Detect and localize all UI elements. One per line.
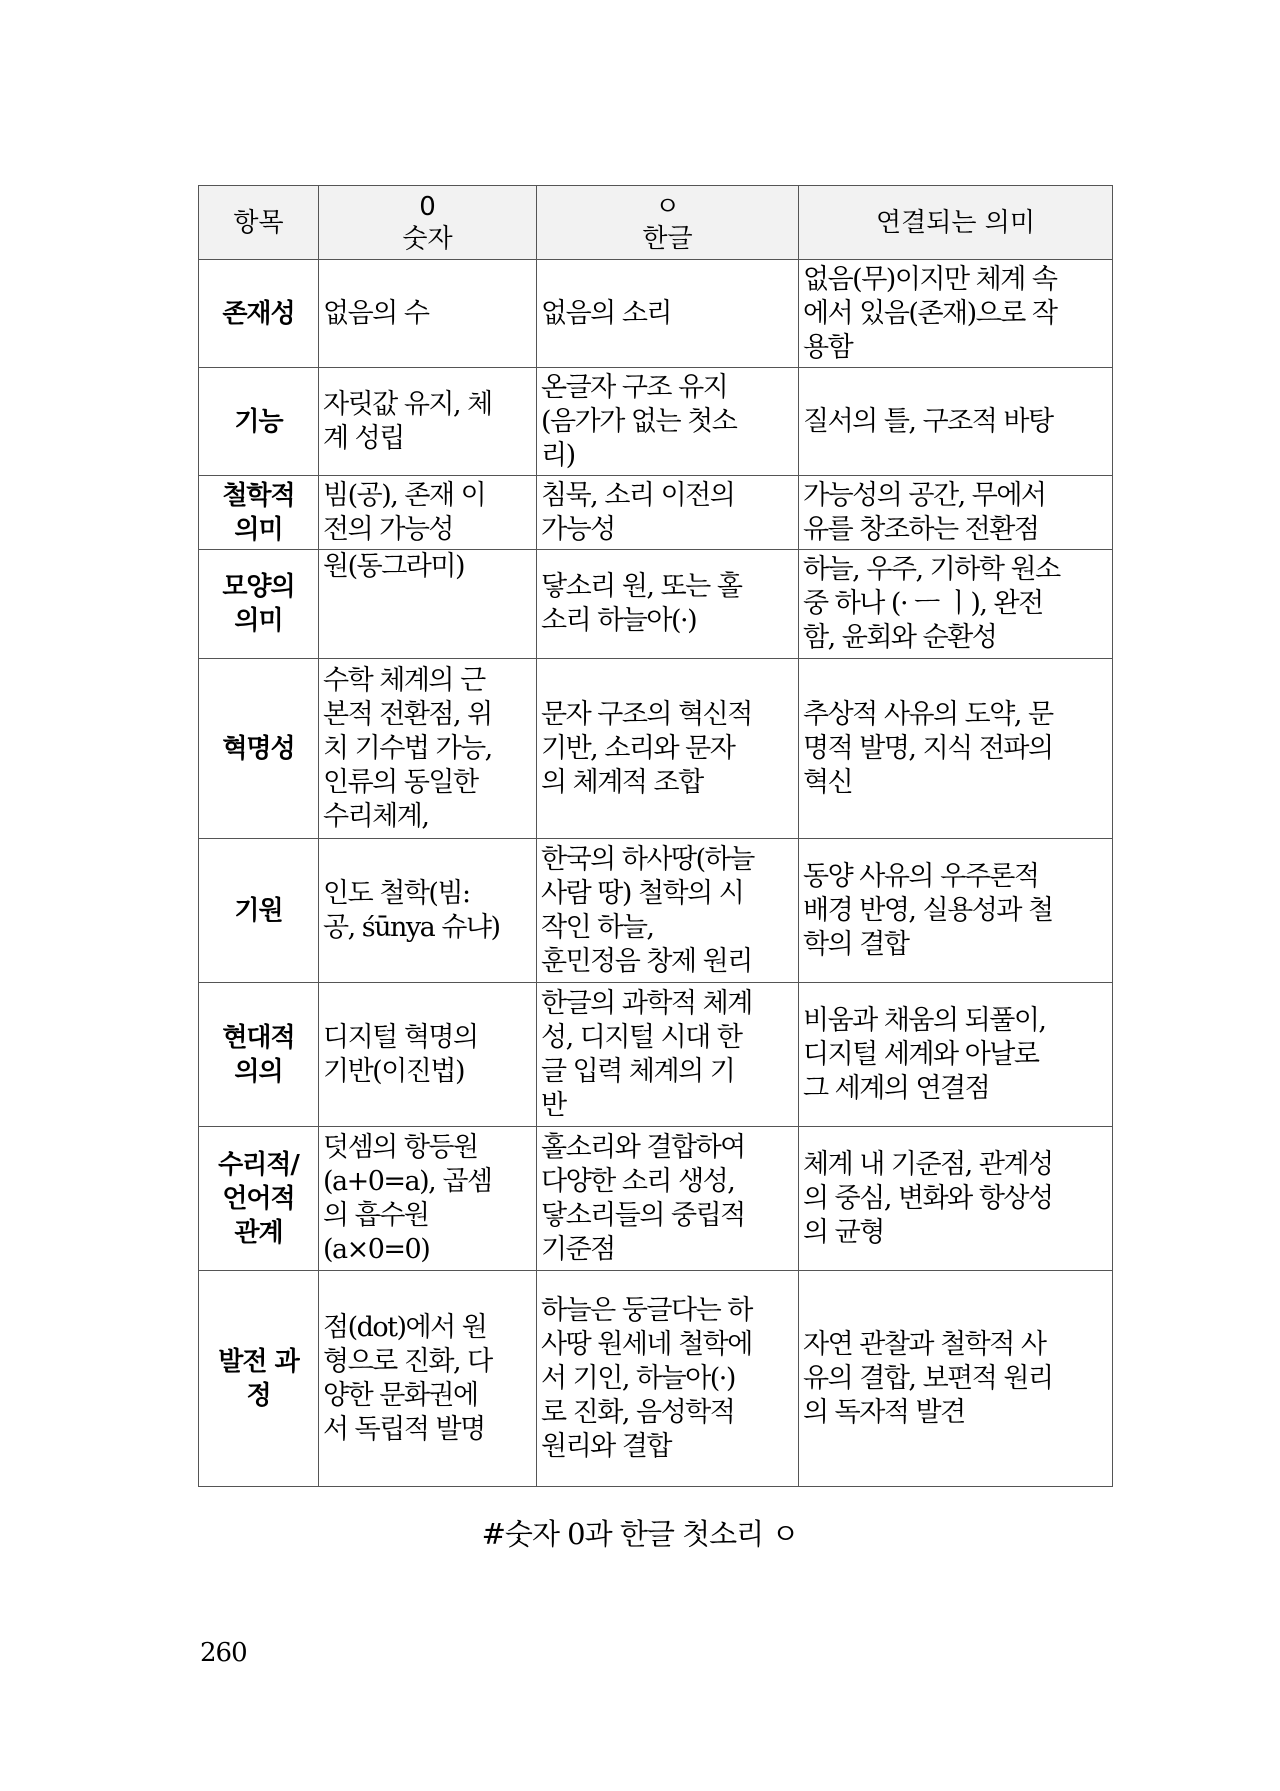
cell-text-line: 현대적 xyxy=(222,1022,295,1053)
table-row xyxy=(199,368,1113,476)
cell-text-line: 양한 문화권에 xyxy=(323,1379,478,1411)
cell-text-line: 발전 과 xyxy=(218,1346,299,1377)
cell-text-line: 의미 xyxy=(234,606,283,636)
header-hangul-ieung xyxy=(537,186,799,260)
cell-text-line: 존재성 xyxy=(222,298,295,329)
cell-text-line: 없음의 수 xyxy=(323,297,429,329)
cell-text-line: 계 성립 xyxy=(323,422,404,454)
cell-text-line: 가능성의 공간, 무에서 xyxy=(803,479,1046,511)
cell-text-line: 한글의 과학적 체계 xyxy=(541,987,752,1019)
cell-text-line: 덧셈의 항등원 xyxy=(323,1131,478,1163)
cell-text-line: 의미 xyxy=(234,514,283,545)
cell-text-line: 언어적 xyxy=(222,1183,295,1214)
cell-text-line: 기능 xyxy=(234,406,283,437)
header-item xyxy=(199,186,319,260)
cell-number-zero xyxy=(319,839,537,983)
cell-text-line: 침묵, 소리 이전의 xyxy=(541,479,735,511)
table-row xyxy=(199,260,1113,368)
cell-text-line: 사땅 원세네 철학에 xyxy=(541,1328,752,1360)
row-label-cell xyxy=(199,1271,319,1487)
cell-hangul-ieung xyxy=(537,1127,799,1271)
cell-text-line: 추상적 사유의 도약, 문 xyxy=(803,698,1053,730)
cell-text-line: 원(동그라미) xyxy=(323,551,464,582)
cell-text-line: 인도 철학(빔: xyxy=(323,877,470,909)
cell-text-line: 수학 체계의 근 xyxy=(323,664,485,696)
cell-hangul-ieung xyxy=(537,476,799,550)
cell-text-line: 다양한 소리 생성, xyxy=(541,1165,735,1197)
cell-text-line: 학의 결합 xyxy=(803,928,909,960)
cell-number-zero xyxy=(319,1127,537,1271)
cell-text-line: 의의 xyxy=(234,1056,283,1087)
cell-text-line: 작인 하늘, xyxy=(541,911,654,943)
cell-text-line: 수리적/ xyxy=(218,1149,299,1180)
header-text: 연결되는 의미 xyxy=(876,207,1035,238)
cell-text-line: 점(dot)에서 원 xyxy=(323,1311,487,1343)
cell-text-line: 기반(이진법) xyxy=(323,1055,464,1087)
cell-hangul-ieung xyxy=(537,368,799,476)
cell-connected-meaning xyxy=(799,368,1113,476)
table-header-row xyxy=(199,186,1113,260)
cell-text-line: 배경 반영, 실용성과 철 xyxy=(803,894,1053,926)
cell-text-line: 질서의 틀, 구조적 바탕 xyxy=(803,405,1053,437)
cell-hangul-ieung xyxy=(537,659,799,839)
cell-connected-meaning xyxy=(799,260,1113,368)
cell-text-line: 기준점 xyxy=(541,1233,615,1265)
cell-text-line: 디지털 세계와 아날로 xyxy=(803,1038,1039,1070)
header-number-zero xyxy=(319,186,537,260)
cell-text-line: 의 독자적 발견 xyxy=(803,1396,965,1428)
cell-text-line: 가능성 xyxy=(541,513,615,545)
row-label-cell xyxy=(199,368,319,476)
cell-connected-meaning xyxy=(799,839,1113,983)
row-label-cell xyxy=(199,839,319,983)
table-row xyxy=(199,476,1113,550)
cell-connected-meaning xyxy=(799,659,1113,839)
cell-text-line: 리) xyxy=(541,439,575,471)
cell-text-line: 기반, 소리와 문자 xyxy=(541,732,735,764)
cell-number-zero xyxy=(319,983,537,1127)
cell-text-line: 하늘, 우주, 기하학 원소 xyxy=(803,554,1060,585)
header-connected-meaning xyxy=(799,186,1113,260)
cell-hangul-ieung xyxy=(537,260,799,368)
cell-text-line: 사람 땅) 철학의 시 xyxy=(541,877,744,909)
cell-text-line: 인류의 동일한 xyxy=(323,766,478,798)
cell-text-line: 빔(공), 존재 이 xyxy=(323,479,486,511)
cell-text-line: 의 중심, 변화와 항상성 xyxy=(803,1182,1053,1214)
cell-text-line: 치 기수법 가능, xyxy=(323,732,492,764)
table-row xyxy=(199,659,1113,839)
cell-hangul-ieung xyxy=(537,550,799,659)
cell-text-line: 훈민정음 창제 원리 xyxy=(541,945,752,977)
cell-text-line: 자릿값 유지, 체 xyxy=(323,388,492,420)
comparison-table xyxy=(198,185,1113,1487)
cell-text-line: 성, 디지털 시대 한 xyxy=(541,1021,742,1053)
cell-connected-meaning xyxy=(799,476,1113,550)
cell-number-zero xyxy=(319,368,537,476)
cell-text-line: 하늘은 둥글다는 하 xyxy=(541,1294,752,1326)
cell-hangul-ieung xyxy=(537,983,799,1127)
cell-text-line: 문자 구조의 혁신적 xyxy=(541,698,752,730)
cell-number-zero xyxy=(319,550,537,659)
header-symbol: ㅇ xyxy=(654,191,681,222)
cell-text-line: (a×0=0) xyxy=(323,1233,430,1265)
cell-text-line: 서 독립적 발명 xyxy=(323,1413,485,1445)
row-label-cell xyxy=(199,659,319,839)
cell-text-line: 그 세계의 연결점 xyxy=(803,1072,990,1104)
table-row xyxy=(199,839,1113,983)
cell-connected-meaning xyxy=(799,1127,1113,1271)
row-label-cell xyxy=(199,476,319,550)
cell-text-line: 모양의 xyxy=(222,572,295,602)
cell-number-zero xyxy=(319,659,537,839)
cell-text-line: 반 xyxy=(541,1089,566,1121)
header-symbol: 0 xyxy=(419,191,436,222)
page-number: 260 xyxy=(200,1638,247,1668)
cell-number-zero xyxy=(319,476,537,550)
cell-text-line: 명적 발명, 지식 전파의 xyxy=(803,732,1053,764)
cell-text-line: 디지털 혁명의 xyxy=(323,1021,478,1053)
cell-text-line: 함, 윤회와 순환성 xyxy=(803,622,997,653)
cell-text-line: 홀소리와 결합하여 xyxy=(541,1131,745,1163)
cell-hangul-ieung xyxy=(537,839,799,983)
cell-text-line: 관계 xyxy=(234,1217,283,1248)
cell-text-line: 에서 있음(존재)으로 작 xyxy=(803,297,1057,329)
cell-connected-meaning xyxy=(799,983,1113,1127)
row-label-cell xyxy=(199,260,319,368)
cell-text-line: (음가가 없는 첫소 xyxy=(541,405,737,437)
cell-text-line: 형으로 진화, 다 xyxy=(323,1345,492,1377)
cell-text-line: 공, śūnya 슈냐) xyxy=(323,911,500,943)
cell-text-line: 철학적 xyxy=(222,480,295,511)
cell-text-line: 중 하나 (· ㅡ ㅣ), 완전 xyxy=(803,588,1043,619)
cell-text-line: 원리와 결합 xyxy=(541,1430,671,1462)
cell-text-line: 없음(무)이지만 체계 속 xyxy=(803,263,1057,295)
row-label-cell xyxy=(199,983,319,1127)
cell-number-zero xyxy=(319,260,537,368)
cell-text-line: 한국의 하사땅(하늘 xyxy=(541,843,754,875)
cell-text-line: 유를 창조하는 전환점 xyxy=(803,513,1039,545)
table-row xyxy=(199,1127,1113,1271)
cell-text-line: 없음의 소리 xyxy=(541,297,671,329)
cell-text-line: 혁명성 xyxy=(222,733,295,764)
cell-text-line: 자연 관찰과 철학적 사 xyxy=(803,1328,1046,1360)
cell-text-line: 닿소리 원, 또는 홀 xyxy=(541,571,742,602)
cell-text-line: 유의 결합, 보편적 원리 xyxy=(803,1362,1053,1394)
cell-connected-meaning xyxy=(799,1271,1113,1487)
cell-text-line: 로 진화, 음성학적 xyxy=(541,1396,735,1428)
cell-text-line: 닿소리들의 중립적 xyxy=(541,1199,745,1231)
cell-text-line: 정 xyxy=(246,1380,271,1411)
table-row xyxy=(199,983,1113,1127)
row-label-cell xyxy=(199,1127,319,1271)
table-body xyxy=(199,260,1113,1487)
cell-text-line: 전의 가능성 xyxy=(323,513,453,545)
header-text: 한글 xyxy=(642,223,693,254)
cell-text-line: 동양 사유의 우주론적 xyxy=(803,860,1039,892)
cell-text-line: 소리 하늘아(·) xyxy=(541,605,697,636)
table-row xyxy=(199,550,1113,659)
cell-text-line: 혁신 xyxy=(803,766,853,798)
header-text: 숫자 xyxy=(402,223,453,254)
cell-text-line: 용함 xyxy=(803,331,853,363)
cell-hangul-ieung xyxy=(537,1271,799,1487)
cell-text-line: 기원 xyxy=(234,895,283,926)
cell-text-line: 의 균형 xyxy=(803,1216,884,1248)
cell-text-line: 의 체계적 조합 xyxy=(541,766,703,798)
cell-text-line: 온글자 구조 유지 xyxy=(541,371,728,403)
row-label-cell xyxy=(199,550,319,659)
cell-text-line: 의 흡수원 xyxy=(323,1199,429,1231)
cell-text-line: 수리체계, xyxy=(323,800,429,832)
cell-text-line: (a+0=a), 곱셈 xyxy=(323,1165,492,1197)
cell-text-line: 비움과 채움의 되풀이, xyxy=(803,1004,1046,1036)
cell-text-line: 서 기인, 하늘아(·) xyxy=(541,1362,735,1394)
cell-text-line: 글 입력 체계의 기 xyxy=(541,1055,735,1087)
cell-connected-meaning xyxy=(799,550,1113,659)
table-row xyxy=(199,1271,1113,1487)
cell-text-line: 체계 내 기준점, 관계성 xyxy=(803,1148,1053,1180)
header-text: 항목 xyxy=(233,207,284,238)
cell-text-line: 본적 전환점, 위 xyxy=(323,698,492,730)
cell-number-zero xyxy=(319,1271,537,1487)
figure-caption: #숫자 0과 한글 첫소리 ㅇ xyxy=(481,1517,799,1551)
